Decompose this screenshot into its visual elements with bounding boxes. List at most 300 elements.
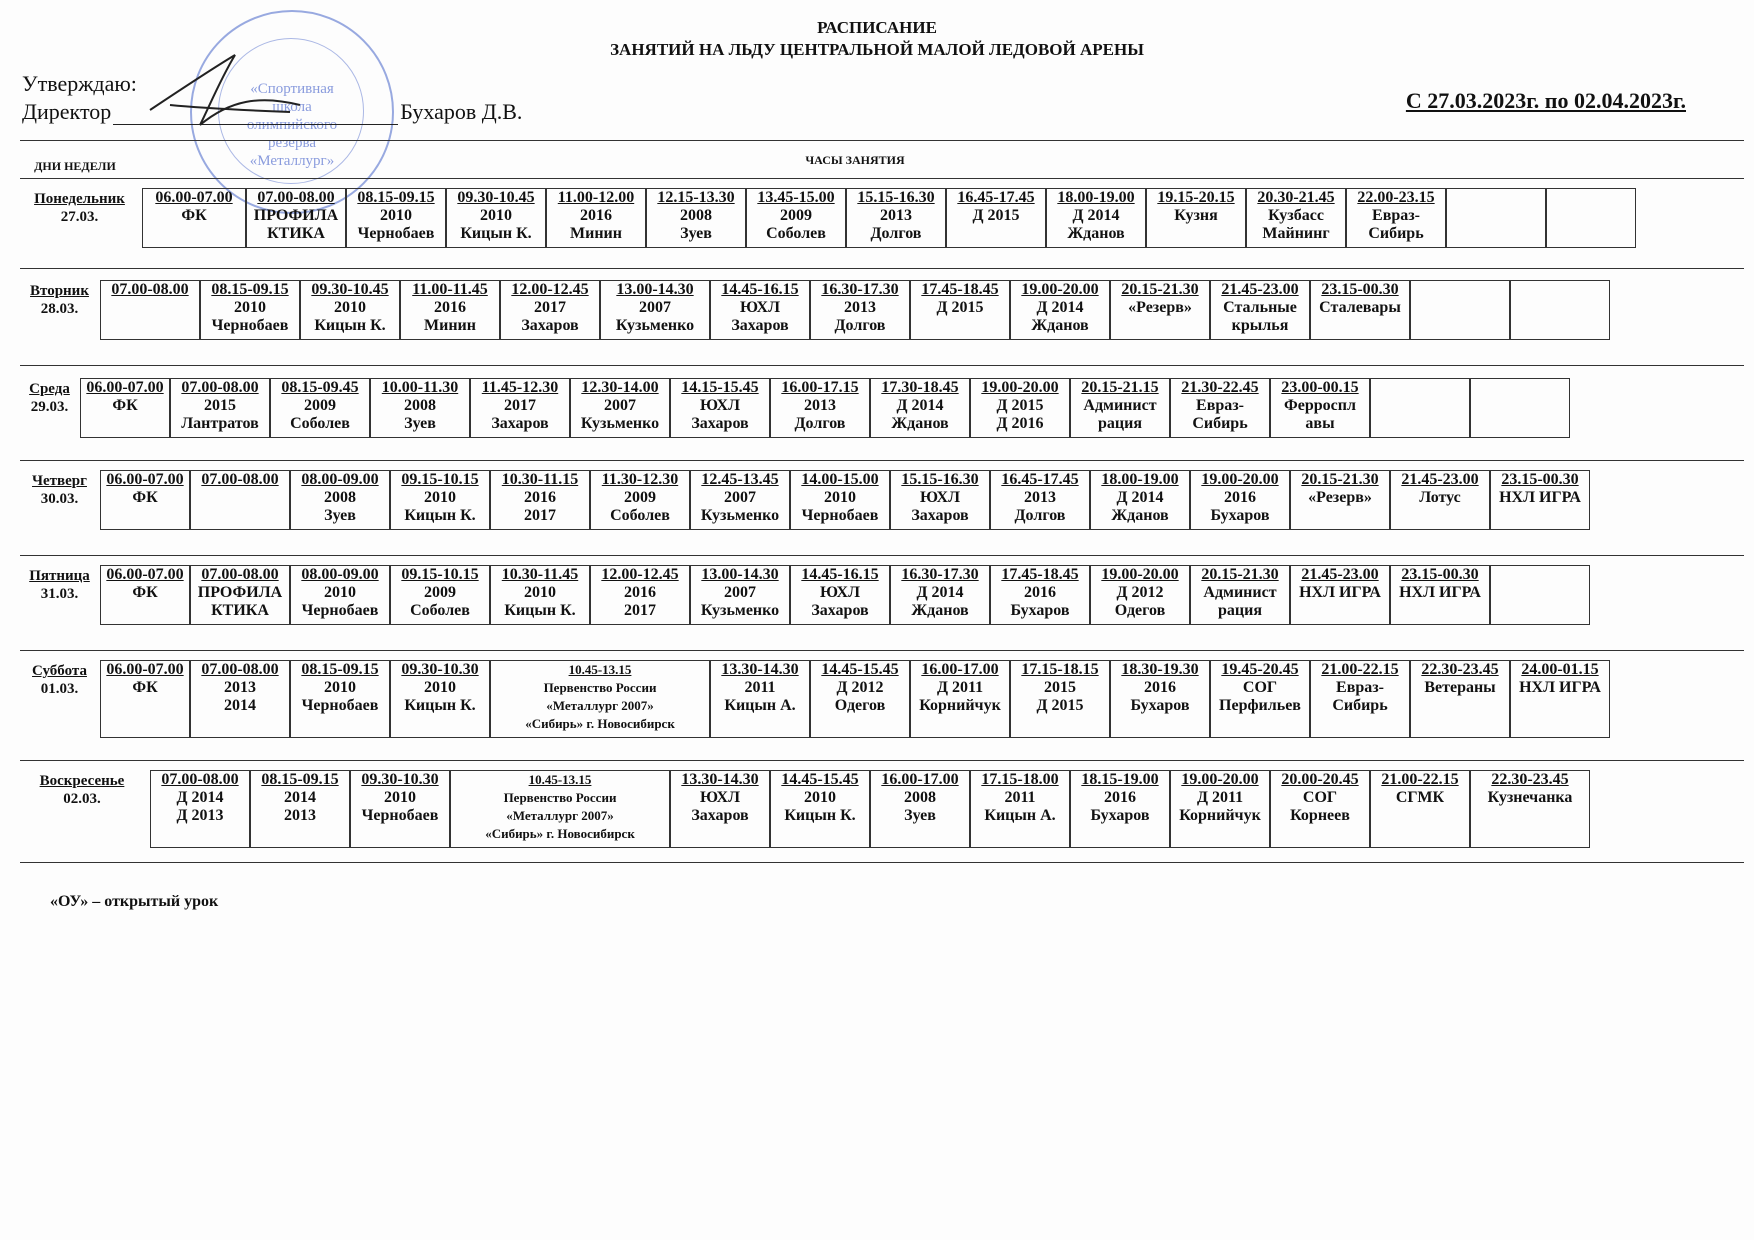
session-time: 09.15-10.15 — [401, 566, 479, 583]
session-group: Чернобаев — [801, 507, 879, 524]
signature-line — [113, 104, 398, 125]
session-cell — [1546, 188, 1636, 248]
session-time: 07.00-08.00 — [257, 189, 335, 206]
session-cell — [670, 770, 770, 848]
session-group: Сталевары — [1319, 299, 1401, 316]
session-time: 14.15-15.45 — [681, 379, 759, 396]
day-date: 28.03. — [40, 301, 79, 317]
session-group: Д 2015 — [996, 397, 1044, 414]
session-group: НХЛ ИГРА — [1499, 489, 1581, 506]
session-time: 06.00-07.00 — [106, 661, 184, 678]
session-time: 07.00-08.00 — [201, 566, 279, 583]
stamp-text: «Металлург» — [249, 153, 335, 169]
session-group: ЮХЛ — [739, 299, 781, 316]
director-line — [22, 99, 522, 125]
session-group: 2013 — [844, 299, 876, 316]
session-group: 2007 — [604, 397, 636, 414]
session-group: Админист — [1203, 584, 1277, 601]
session-group: 2008 — [404, 397, 436, 414]
session-cell — [1446, 188, 1546, 248]
session-time: 21.00-22.15 — [1381, 771, 1459, 788]
title-line-2: ЗАНЯТИЙ НА ЛЬДУ ЦЕНТРАЛЬНОЙ МАЛОЙ ЛЕДОВОЙ АРЕНЫ — [610, 40, 1144, 59]
row-rule — [20, 760, 1744, 761]
session-group: Кузбасс — [1268, 207, 1324, 224]
session-cell — [1246, 188, 1346, 248]
session-cell — [1390, 565, 1490, 625]
session-group: 2017 — [524, 507, 556, 524]
session-time: 08.15-09.15 — [261, 771, 339, 788]
session-time: 10.00-11.30 — [381, 379, 459, 396]
session-group: СОГ — [1242, 679, 1278, 696]
session-group: авы — [1305, 415, 1335, 432]
session-group: ФК — [181, 207, 207, 224]
session-cell — [100, 660, 190, 738]
session-time: 16.00-17.00 — [921, 661, 999, 678]
session-group: 2013 — [284, 807, 316, 824]
session-time: 12.45-13.45 — [701, 471, 779, 488]
session-cell — [400, 280, 500, 340]
row-rule — [20, 555, 1744, 556]
session-time: 19.45-20.45 — [1221, 661, 1299, 678]
session-cell — [150, 770, 250, 848]
session-group: 2010 — [824, 489, 856, 506]
session-group: ЮХЛ — [819, 584, 861, 601]
session-group: Кузьменко — [615, 317, 695, 334]
session-cell — [590, 565, 690, 625]
session-group: Жданов — [1111, 507, 1169, 524]
session-time: 06.00-07.00 — [106, 566, 184, 583]
session-cell — [270, 378, 370, 438]
session-group: ФК — [132, 489, 158, 506]
session-cell — [1310, 660, 1410, 738]
session-time: 10.30-11.15 — [501, 471, 579, 488]
session-time: 14.00-15.00 — [801, 471, 879, 488]
session-group: Ферроспл — [1284, 397, 1356, 414]
session-cell — [1010, 280, 1110, 340]
session-group: Сибирь — [1332, 697, 1388, 714]
day-date: 01.03. — [40, 681, 79, 697]
session-time: 17.45-18.45 — [921, 281, 999, 298]
session-time: 09.30-10.30 — [401, 661, 479, 678]
session-time: 22.30-23.45 — [1421, 661, 1499, 678]
session-cell — [870, 770, 970, 848]
row-rule — [20, 178, 1744, 179]
session-time: 10.45-13.15 — [568, 662, 632, 677]
session-cell — [1170, 378, 1270, 438]
session-time: 12.00-12.45 — [511, 281, 589, 298]
session-time: 18.00-19.00 — [1101, 471, 1179, 488]
session-group: Долгов — [834, 317, 886, 334]
session-group: «Сибирь» г. Новосибирск — [525, 716, 675, 731]
session-group: 2011 — [1004, 789, 1036, 806]
session-time: 08.15-09.45 — [281, 379, 359, 396]
session-group: 2014 — [284, 789, 316, 806]
session-group: Д 2016 — [996, 415, 1044, 432]
session-group: Первенство России — [503, 790, 617, 805]
session-time: 16.30-17.30 — [901, 566, 979, 583]
session-group: 2008 — [680, 207, 712, 224]
session-cell — [590, 470, 690, 530]
session-time: 19.00-20.00 — [1101, 566, 1179, 583]
session-group: 2015 — [204, 397, 236, 414]
session-time: 21.45-23.00 — [1301, 566, 1379, 583]
session-group: Захаров — [731, 317, 789, 334]
day-label — [22, 190, 137, 226]
day-label — [22, 282, 97, 318]
session-cell — [970, 378, 1070, 438]
session-cell — [1046, 188, 1146, 248]
day-name: Понедельник — [34, 191, 125, 207]
session-group: «Металлург 2007» — [506, 808, 614, 823]
session-cell — [990, 470, 1090, 530]
session-group: Соболев — [290, 415, 350, 432]
session-group: Чернобаев — [301, 697, 379, 714]
session-time: 14.45-16.15 — [721, 281, 799, 298]
session-group: Д 2014 — [1072, 207, 1120, 224]
session-group: Захаров — [911, 507, 969, 524]
session-time: 23.00-00.15 — [1281, 379, 1359, 396]
session-cell — [1146, 188, 1246, 248]
session-group: КТИКА — [211, 602, 269, 619]
session-group: ЮХЛ — [699, 397, 741, 414]
session-time: 16.30-17.30 — [821, 281, 899, 298]
session-group: 2016 — [1104, 789, 1136, 806]
session-group: 2010 — [334, 299, 366, 316]
session-cell — [1070, 378, 1170, 438]
session-cell — [1090, 565, 1190, 625]
session-time: 17.45-18.45 — [1001, 566, 1079, 583]
session-time: 20.15-21.15 — [1081, 379, 1159, 396]
day-date: 27.03. — [60, 209, 99, 225]
session-cell — [390, 565, 490, 625]
session-group: Евраз- — [1372, 207, 1420, 224]
session-cell — [1470, 770, 1590, 848]
session-time: 12.30-14.00 — [581, 379, 659, 396]
session-time: 11.45-12.30 — [481, 379, 559, 396]
session-group: Зуев — [404, 415, 436, 432]
session-time: 15.15-16.30 — [857, 189, 935, 206]
session-group: Д 2014 — [176, 789, 224, 806]
session-group: ПРОФИЛА — [197, 584, 283, 601]
session-cell — [450, 770, 670, 848]
session-group: рация — [1098, 415, 1142, 432]
session-cell — [500, 280, 600, 340]
session-group: Жданов — [891, 415, 949, 432]
session-group: Чернобаев — [301, 602, 379, 619]
session-cell — [290, 470, 390, 530]
session-group: Д 2012 — [836, 679, 884, 696]
session-cell — [200, 280, 300, 340]
session-group: Захаров — [691, 807, 749, 824]
session-time: 07.00-08.00 — [111, 281, 189, 298]
footnote: «ОУ» – открытый урок — [50, 893, 219, 910]
session-time: 20.15-21.30 — [1201, 566, 1279, 583]
session-group: 2010 — [804, 789, 836, 806]
row-rule — [20, 268, 1744, 269]
session-cell — [1210, 660, 1310, 738]
session-cell — [710, 660, 810, 738]
session-group: 2013 — [1024, 489, 1056, 506]
session-group: 2010 — [324, 584, 356, 601]
session-group: Сибирь — [1368, 225, 1424, 242]
session-time: 22.00-23.15 — [1357, 189, 1435, 206]
session-time: 17.15-18.15 — [1021, 661, 1099, 678]
session-time: 19.00-20.00 — [1201, 471, 1279, 488]
session-group: СОГ — [1302, 789, 1338, 806]
session-group: 2008 — [904, 789, 936, 806]
session-group: Зуев — [324, 507, 356, 524]
session-group: 2016 — [1024, 584, 1056, 601]
session-group: Кицын А. — [724, 697, 796, 714]
session-group: Перфильев — [1219, 697, 1301, 714]
day-name: Среда — [29, 381, 70, 397]
hours-column-header: ЧАСЫ ЗАНЯТИЯ — [805, 153, 905, 167]
session-time: 20.15-21.30 — [1121, 281, 1199, 298]
session-cell — [600, 280, 710, 340]
session-group: 2009 — [304, 397, 336, 414]
session-cell — [1370, 378, 1470, 438]
session-cell — [290, 660, 390, 738]
session-group: КТИКА — [267, 225, 325, 242]
session-group: 2014 — [224, 697, 256, 714]
days-column-header: ДНИ НЕДЕЛИ — [34, 159, 116, 173]
session-cell — [250, 770, 350, 848]
session-cell — [910, 660, 1010, 738]
session-cell — [1210, 280, 1310, 340]
session-time: 08.15-09.15 — [301, 661, 379, 678]
session-group: СГМК — [1395, 789, 1445, 806]
session-time: 09.30-10.45 — [311, 281, 389, 298]
session-group: Долгов — [870, 225, 922, 242]
day-name: Воскресенье — [39, 773, 125, 789]
session-time: 06.00-07.00 — [86, 379, 164, 396]
session-cell — [190, 565, 290, 625]
session-cell — [1470, 378, 1570, 438]
session-cell — [1370, 770, 1470, 848]
session-time: 10.45-13.15 — [528, 772, 592, 787]
session-group: Чернобаев — [211, 317, 289, 334]
session-cell — [1346, 188, 1446, 248]
day-date: 02.03. — [63, 791, 101, 807]
session-cell — [1270, 378, 1370, 438]
session-cell — [490, 470, 590, 530]
session-group: Долгов — [794, 415, 846, 432]
session-cell — [100, 280, 200, 340]
session-group: 2015 — [1044, 679, 1076, 696]
session-group: 2016 — [580, 207, 612, 224]
session-group: Д 2015 — [1036, 697, 1084, 714]
session-cell — [746, 188, 846, 248]
session-group: 2017 — [534, 299, 566, 316]
session-cell — [690, 565, 790, 625]
session-cell — [490, 565, 590, 625]
session-group: 2010 — [234, 299, 266, 316]
session-time: 17.15-18.00 — [981, 771, 1059, 788]
session-group: Д 2011 — [936, 679, 984, 696]
row-rule — [20, 862, 1744, 863]
session-cell — [290, 565, 390, 625]
session-cell — [1010, 660, 1110, 738]
session-cell — [446, 188, 546, 248]
session-time: 08.15-09.15 — [357, 189, 435, 206]
session-cell — [80, 378, 170, 438]
day-date: 30.03. — [40, 491, 79, 507]
session-time: 13.00-14.30 — [616, 281, 694, 298]
session-cell — [1490, 565, 1590, 625]
session-group: Бухаров — [1090, 807, 1150, 824]
session-group: 2010 — [480, 207, 512, 224]
session-time: 19.00-20.00 — [981, 379, 1059, 396]
session-time: 06.00-07.00 — [155, 189, 233, 206]
session-group: «Металлург 2007» — [546, 698, 654, 713]
session-time: 21.45-23.00 — [1401, 471, 1479, 488]
session-time: 22.30-23.45 — [1491, 771, 1569, 788]
day-name: Четверг — [32, 473, 87, 489]
session-group: 2007 — [724, 584, 756, 601]
session-group: Соболев — [610, 507, 670, 524]
approve-label: Утверждаю: — [22, 71, 137, 96]
stamp-text: резерва — [268, 135, 316, 151]
day-label — [22, 662, 97, 698]
session-cell — [710, 280, 810, 340]
session-group: Кузьменко — [580, 415, 660, 432]
session-cell — [910, 280, 1010, 340]
session-group: Евраз- — [1336, 679, 1384, 696]
session-time: 20.00-20.45 — [1281, 771, 1359, 788]
session-group: рация — [1218, 602, 1262, 619]
session-group: «Сибирь» г. Новосибирск — [485, 826, 635, 841]
stamp-text: «Спортивная — [250, 81, 334, 97]
session-time: 24.00-01.15 — [1521, 661, 1599, 678]
session-group: Админист — [1083, 397, 1157, 414]
session-cell — [370, 378, 470, 438]
session-cell — [646, 188, 746, 248]
session-group: Первенство России — [543, 680, 657, 695]
session-time: 07.00-08.00 — [181, 379, 259, 396]
session-group: 2007 — [724, 489, 756, 506]
session-time: 20.15-21.30 — [1301, 471, 1379, 488]
session-time: 13.30-14.30 — [681, 771, 759, 788]
session-group: Корнийчук — [1179, 807, 1261, 824]
session-group: 2009 — [780, 207, 812, 224]
day-label — [22, 380, 77, 416]
session-group: «Резерв» — [1128, 299, 1192, 316]
session-group: Сибирь — [1192, 415, 1248, 432]
session-group: 2016 — [434, 299, 466, 316]
session-cell — [1090, 470, 1190, 530]
session-group: ПРОФИЛА — [253, 207, 339, 224]
day-name: Вторник — [30, 283, 89, 299]
day-name: Суббота — [32, 663, 87, 679]
session-time: 13.00-14.30 — [701, 566, 779, 583]
session-cell — [1410, 660, 1510, 738]
session-group: 2016 — [624, 584, 656, 601]
session-cell — [100, 565, 190, 625]
session-group: Захаров — [491, 415, 549, 432]
session-cell — [100, 470, 190, 530]
session-cell — [1310, 280, 1410, 340]
session-group: крылья — [1231, 317, 1289, 334]
session-group: Жданов — [1067, 225, 1125, 242]
session-cell — [1510, 660, 1610, 738]
session-group: 2010 — [380, 207, 412, 224]
session-cell — [142, 188, 246, 248]
session-group: Стальные — [1223, 299, 1297, 316]
day-label — [22, 567, 97, 603]
session-group: Одегов — [834, 697, 886, 714]
session-cell — [1190, 470, 1290, 530]
session-time: 20.30-21.45 — [1257, 189, 1335, 206]
session-group: Кицын К. — [404, 507, 476, 524]
session-group: Кицын К. — [314, 317, 386, 334]
session-group: Минин — [570, 225, 622, 242]
session-group: НХЛ ИГРА — [1399, 584, 1481, 601]
session-cell — [1110, 660, 1210, 738]
session-time: 14.45-16.15 — [801, 566, 879, 583]
session-time: 09.15-10.15 — [401, 471, 479, 488]
schedule-period: С 27.03.2023г. по 02.04.2023г. — [1405, 88, 1686, 113]
session-cell — [846, 188, 946, 248]
session-cell — [946, 188, 1046, 248]
session-time: 16.00-17.15 — [781, 379, 859, 396]
session-time: 16.45-17.45 — [957, 189, 1035, 206]
session-cell — [490, 660, 710, 738]
session-group: 2010 — [424, 679, 456, 696]
session-time: 07.00-08.00 — [201, 471, 279, 488]
session-cell — [1070, 770, 1170, 848]
session-group: Д 2014 — [896, 397, 944, 414]
session-group: 2007 — [639, 299, 671, 316]
session-group: 2010 — [384, 789, 416, 806]
session-group: Д 2014 — [1036, 299, 1084, 316]
session-time: 09.30-10.30 — [361, 771, 439, 788]
session-time: 14.45-15.45 — [781, 771, 859, 788]
session-cell — [870, 378, 970, 438]
session-group: 2008 — [324, 489, 356, 506]
session-group: Майнинг — [1262, 225, 1330, 242]
session-time: 16.00-17.00 — [881, 771, 959, 788]
session-group: 2013 — [804, 397, 836, 414]
session-time: 12.15-13.30 — [657, 189, 735, 206]
session-cell — [890, 565, 990, 625]
session-group: Бухаров — [1210, 507, 1270, 524]
session-group: «Резерв» — [1308, 489, 1372, 506]
session-group: Долгов — [1014, 507, 1066, 524]
session-cell — [1110, 280, 1210, 340]
session-group: Д 2014 — [916, 584, 964, 601]
session-group: Кузьменко — [700, 602, 780, 619]
session-time: 07.00-08.00 — [161, 771, 239, 788]
session-group: Кицын К. — [784, 807, 856, 824]
row-rule — [20, 650, 1744, 651]
session-group: 2009 — [624, 489, 656, 506]
session-time: 15.15-16.30 — [901, 471, 979, 488]
session-time: 13.30-14.30 — [721, 661, 799, 678]
session-cell — [770, 770, 870, 848]
session-cell — [1410, 280, 1510, 340]
session-cell — [770, 378, 870, 438]
title-line-1: РАСПИСАНИЕ — [817, 18, 937, 37]
session-time: 21.00-22.15 — [1321, 661, 1399, 678]
day-date: 31.03. — [40, 586, 79, 602]
session-cell — [1270, 770, 1370, 848]
session-group: Зуев — [680, 225, 712, 242]
session-group: Жданов — [911, 602, 969, 619]
session-group: Лантратов — [181, 415, 259, 432]
session-cell — [790, 565, 890, 625]
session-time: 23.15-00.30 — [1401, 566, 1479, 583]
session-cell — [390, 660, 490, 738]
